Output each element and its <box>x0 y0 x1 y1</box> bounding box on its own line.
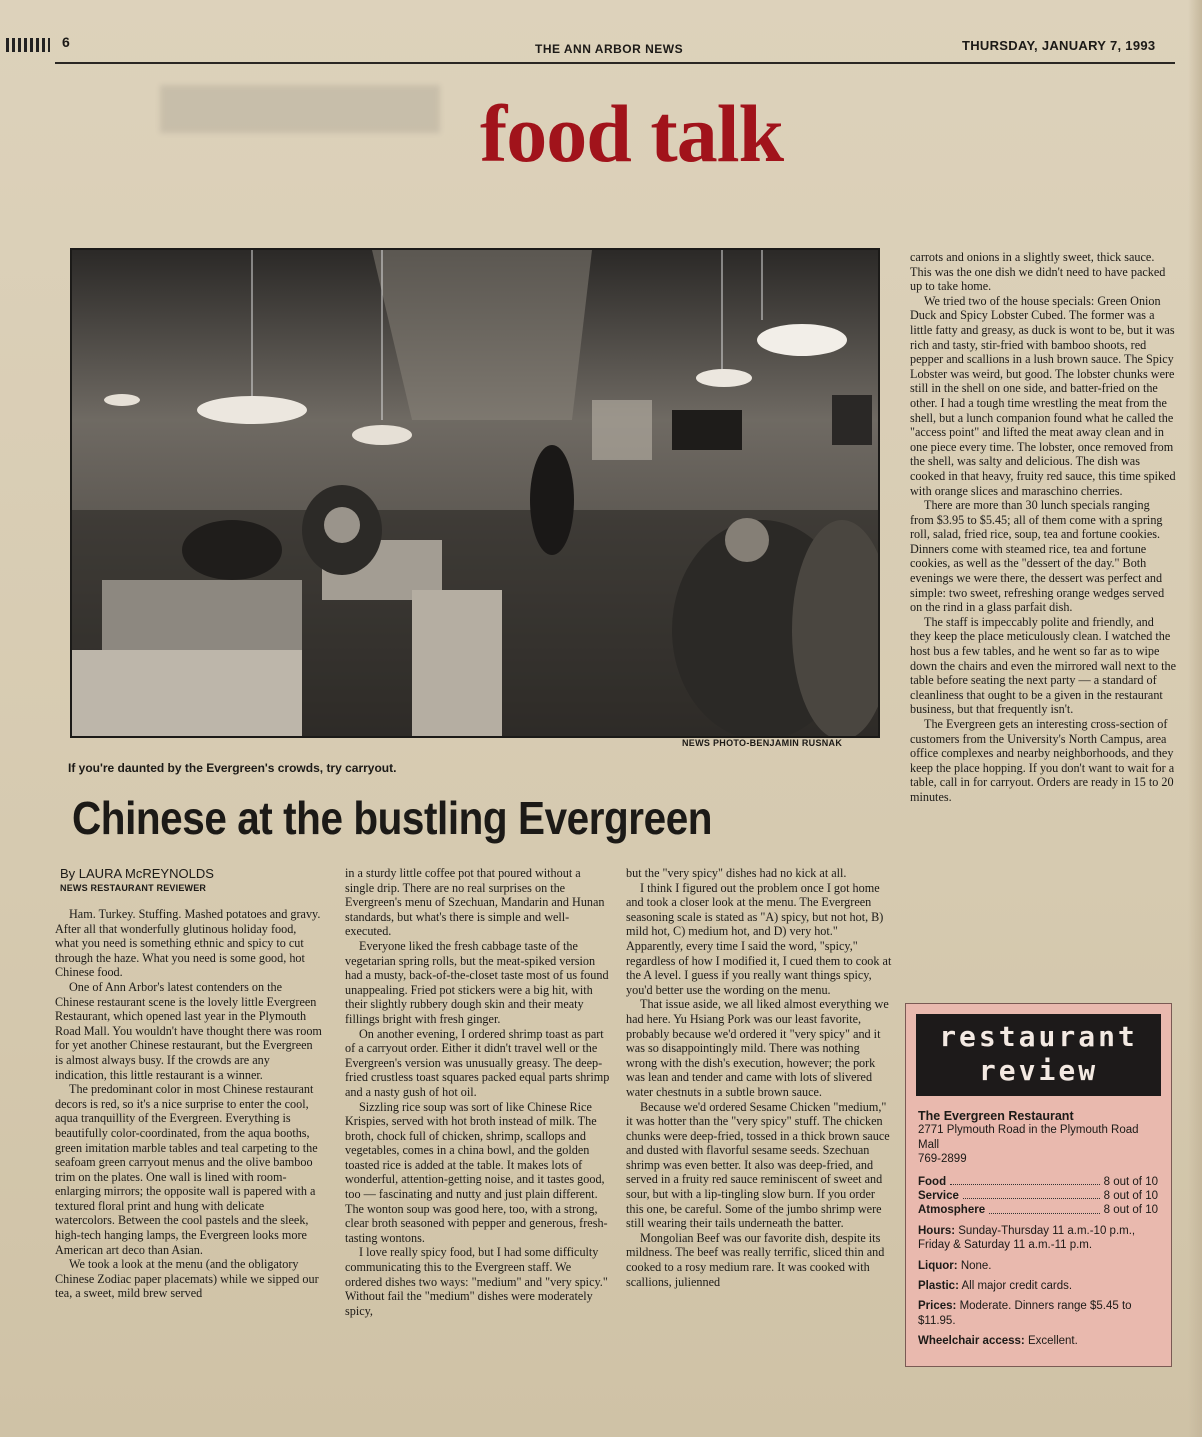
photo-caption: If you're daunted by the Evergreen's crowds, try carryout. <box>68 761 397 775</box>
rating-score: 8 out of 10 <box>1103 1175 1158 1188</box>
rating-score: 8 out of 10 <box>1103 1204 1158 1217</box>
restaurant-address: 2771 Plymouth Road in the Plymouth Road Mall <box>918 1124 1139 1151</box>
rating-score: 8 out of 10 <box>1103 1190 1158 1203</box>
hours-value: Sunday-Thursday 11 a.m.-10 p.m., Friday & Saturday 11 a.m.-11 p.m. <box>918 1224 1136 1252</box>
paragraph: There are more than 30 lunch specials ranging from $3.95 to $5.45; all of them come with a spring roll, salad, fried rice, soup, tea and fortune cookies. Dinners come with steamed rice, tea and fortune cookies, as well as the "dessert of the day." Both evenings we were there, the dessert was perfect and simple: two sweet, refreshing orange wedges served on the rind in a glass parfait dish. <box>910 498 1165 615</box>
paragraph: One of Ann Arbor's latest contenders on the Chinese restaurant scene is the lovely little Evergreen Restaurant, which opened last year in the Plymouth Road Mall. You wouldn't have thought there was room for yet another Chinese restaurant, but the Evergreen is almost always busy. If the crowds are any indication, this little restaurant is a winner. <box>55 979 322 1082</box>
rating-row <box>918 1189 1158 1203</box>
issue-date: THURSDAY, JANUARY 7, 1993 <box>962 38 1156 53</box>
byline-role: NEWS RESTAURANT REVIEWER <box>60 883 207 893</box>
liquor-line <box>918 1259 1158 1273</box>
paragraph: I think I figured out the problem once I got home and took a closer look at the menu. The Evergreen seasoning scale is stated as "A) spicy, but not hot, B) mild hot, C) medium hot, and D) very hot." Apparently, every time I said the word, "spicy," regardless of how I modified it, I cued them to cook at the A level. I guess if you really want things spicy, you'd better use the wording on the menu. <box>626 880 892 997</box>
review-box-title <box>916 1014 1161 1096</box>
masthead-bar <box>0 30 1202 60</box>
plastic-label: Plastic: <box>918 1280 959 1293</box>
page-edge-shadow <box>1188 0 1202 1437</box>
paragraph: but the "very spicy" dishes had no kick at all. <box>626 866 847 880</box>
paragraph: The staff is impeccably polite and friendly, and they keep the place meticulously clean. I watched the host bus a few tables, and he went so far as to wipe down the chairs and even the mirrored wall next to the table before seating the next party — a standard of cleanliness that ought to be a given in the restaurant business, but that frequently isn't. <box>910 614 1177 717</box>
wheelchair-label: Wheelchair access: <box>918 1335 1025 1348</box>
paragraph: carrots and onions in a slightly sweet, thick sauce. This was the one dish we didn't need to have packed up to take home. <box>910 250 1166 294</box>
prices-line <box>918 1299 1158 1328</box>
paragraph: in a sturdy little coffee pot that poured without a single drip. There are no real surprises on the Evergreen's menu of Szechuan, Mandarin and Hunan standards, but what's there is simple and well-executed. <box>345 866 605 939</box>
paragraph: Mongolian Beef was our favorite dish, despite its mildness. The beef was really terrific, sliced thin and cooked to a rosy medium rare. It was cooked with scallions, julienned <box>626 1230 885 1289</box>
rating-label: Food <box>918 1175 947 1188</box>
article-column-4 <box>910 250 1176 805</box>
paragraph: We took a look at the menu (and the obligatory Chinese Zodiac paper placemats) while we sipped our tea, a sweet, mild brew served <box>55 1257 319 1301</box>
paragraph: I love really spicy food, but I had some difficulty communicating this to the Evergreen staff. We ordered dishes two ways: "medium" and "very spicy." Without fail the "medium" dishes were moderately spicy, <box>345 1245 608 1318</box>
article-column-3 <box>626 866 892 1289</box>
bleed-through-shadow <box>160 85 440 133</box>
restaurant-name: The Evergreen Restaurant <box>918 1109 1074 1123</box>
article-column-1 <box>55 907 323 1301</box>
paragraph: Because we'd ordered Sesame Chicken "medium," it was hotter than the "very spicy" stuff. The chicken chunks were deep-fried, tossed in a thick brown sauce and dusted with flavorful sesame seeds. Szechuan shrimp was even better. It also was deep-fried, and served in a fruity red sauce reminiscent of sweet and sour, but with a lip-tingling slow burn. If you order this one, be careful. Some of the jumbo shrimp were still wearing their tails underneath the batter. <box>626 1099 890 1231</box>
paragraph: We tried two of the house specials: Green Onion Duck and Spicy Lobster Cubed. The former was a little fatty and greasy, as duck is wont to be, but it was rich and tasty, stir-fried with bamboo shoots, red pepper and scallions in a lush brown sauce. The Spicy Lobster was weird, but good. The lobster chunks were still in the shell on one side, and batter-fried on the other. I had a tough time wrestling the meat from the shell, but a lunch companion found what he called the "access point" and lifted the meat away clean and in one piece every time. The lobster, once removed from the shell, was salty and delicious. The dish was cooked in that heavy, fruity red sauce, this time spiked with orange slices and maraschino cherries. <box>910 293 1176 498</box>
byline: By LAURA McREYNOLDS <box>60 866 214 881</box>
rating-row <box>918 1175 1158 1189</box>
hours-line <box>918 1224 1158 1253</box>
rating-label: Service <box>918 1190 959 1203</box>
hours-label: Hours: <box>918 1224 956 1237</box>
dining-room-image <box>72 250 878 736</box>
section-title: food talk <box>480 88 784 179</box>
article-column-2 <box>345 866 611 1318</box>
paragraph: On another evening, I ordered shrimp toast as part of a carryout order. Either it didn't travel well or the Evergreen's version was unusually greasy. The deep-fried crustless toast squares packed equal parts shrimp and a nasty gush of hot oil. <box>345 1026 610 1099</box>
restaurant-photo <box>70 248 880 738</box>
paragraph: The Evergreen gets an interesting cross-section of customers from the University's North Campus, area office complexes and nearby neighborhoods, and they keep the place hopping. If you don't want to wait for a table, call in for carryout. Orders are ready in 15 to 20 minutes. <box>910 717 1175 804</box>
review-title-line-1: restaurant <box>939 1020 1138 1053</box>
paper-name: THE ANN ARBOR NEWS <box>535 42 684 56</box>
page-number: 6 <box>62 34 70 50</box>
prices-label: Prices: <box>918 1300 957 1313</box>
photo-credit: NEWS PHOTO-BENJAMIN RUSNAK <box>682 738 843 748</box>
wheelchair-value: Excellent. <box>1027 1335 1078 1348</box>
paragraph: That issue aside, we all liked almost everything we had here. Yu Hsiang Pork was our least favorite, probably because we'd ordered it "very spicy" and it was so disappointingly mild. There was nothing wrong with the dish's execution, however; the pork was lean and tender and came with lots of slivered water chestnuts in a subtle brown sauce. <box>626 997 889 1099</box>
restaurant-phone: 769-2899 <box>918 1153 967 1166</box>
liquor-value: None. <box>960 1259 992 1272</box>
plastic-value: All major credit cards. <box>961 1280 1073 1293</box>
prices-value: Moderate. Dinners range $5.45 to $11.95. <box>918 1300 1132 1327</box>
rating-label: Atmosphere <box>918 1204 986 1217</box>
paragraph: Ham. Turkey. Stuffing. Mashed potatoes and gravy. After all that wonderfully glutinous holiday food, what you need is something ethnic and spicy to cut through the haze. What you need is some good, hot Chinese food. <box>55 907 321 980</box>
review-box <box>905 1003 1172 1367</box>
article-headline: Chinese at the bustling Evergreen <box>72 792 713 844</box>
liquor-label: Liquor: <box>918 1259 958 1272</box>
paragraph: Everyone liked the fresh cabbage taste of the vegetarian spring rolls, but the meat-spiked version had a musty, back-of-the-closet taste most of us found unappealing. Fried pot stickers were a big hit, with their slightly rubbery dough skin and their meaty fillings bright with fresh ginger. <box>345 938 609 1026</box>
review-title-line-2: review <box>978 1054 1099 1087</box>
wheelchair-line <box>918 1334 1158 1348</box>
masthead-rule <box>55 62 1175 64</box>
paragraph: Sizzling rice soup was sort of like Chinese Rice Krispies, served with hot broth instead of milk. The broth, chock full of chicken, shrimp, scallops and vegetables, comes in a china bowl, and the golden toasted rice is added at the table. It makes lots of wonderful, attention-getting noise, and it tastes good, too — fascinating and nutty and just plain different. The wonton soup was good here, too, with a strong, clear broth seasoned with pepper and generous, fresh-tasting wontons. <box>345 1099 608 1245</box>
rating-row <box>918 1203 1158 1217</box>
paragraph: The predominant color in most Chinese restaurant decors is red, so it's a nice surprise to enter the cool, aqua tranquillity of the Evergreen. Everything is beautifully color-coordinated, from the aqua booths, green imitation marble tables and teal carpeting to the seafoam green carryout menus and the olive bamboo trim on the plates. One wall is lined with room-enlarging mirrors; the opposite wall is papered with a textured floral print and hung with delicate watercolors. Between the cool pastels and the sleek, high-tech hanging lamps, the Evergreen looks more American art deco than Asian. <box>55 1082 318 1257</box>
ratings-list <box>918 1175 1158 1218</box>
edge-tick-marks <box>6 38 50 52</box>
review-details <box>918 1109 1158 1349</box>
plastic-line <box>918 1279 1158 1293</box>
